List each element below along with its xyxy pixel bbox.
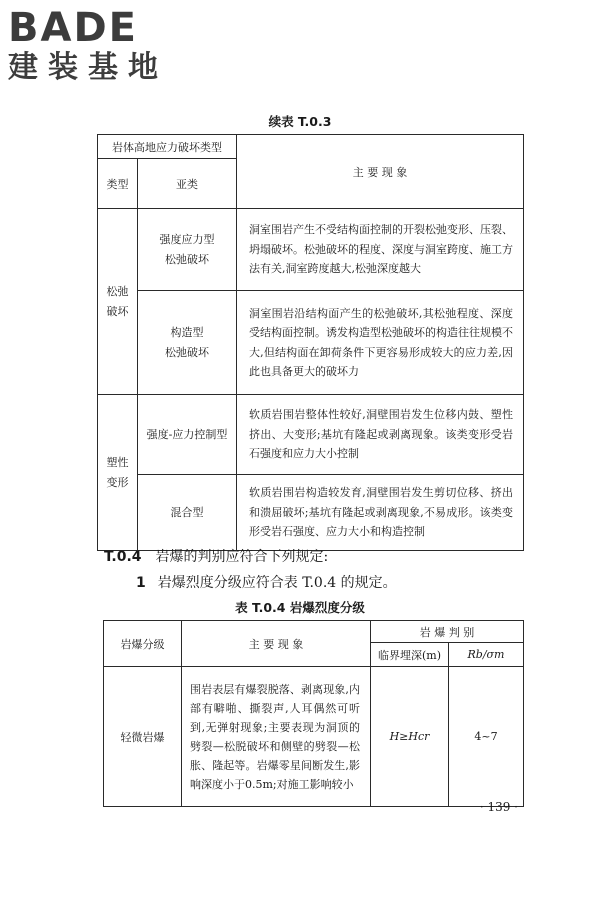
- header-depth: 临界埋深(m): [371, 643, 449, 667]
- ratio-cell: 4~7: [449, 667, 524, 807]
- logo: [8, 6, 188, 86]
- header-ratio: Rb/σm: [449, 643, 524, 667]
- header-criteria: 岩 爆 判 别: [371, 621, 524, 643]
- depth-cell: H≥Hcr: [371, 667, 449, 807]
- subtype-line: 构造型: [170, 325, 204, 339]
- subtype-line: 松弛破坏: [165, 252, 209, 266]
- header-subtype: 亚类: [138, 159, 237, 209]
- table-t04: [103, 620, 524, 807]
- subtype-cell: [138, 209, 237, 291]
- subtype-cell: [138, 475, 237, 551]
- table-row: [98, 209, 524, 291]
- section-number: T.0.4: [104, 549, 142, 565]
- subtype-cell: [138, 291, 237, 395]
- type-cell: 松弛破坏: [98, 209, 138, 395]
- table-row: [98, 291, 524, 395]
- item-text: 岩爆烈度分级应符合表 T.0.4 的规定。: [157, 575, 397, 591]
- table-row: [98, 395, 524, 475]
- page-number: · 139 ·: [479, 800, 518, 814]
- section-heading: [104, 548, 328, 566]
- header-phenomena: 主 要 现 象: [182, 621, 371, 667]
- phenomena-cell: 围岩表层有爆裂脱落、剥离现象,内部有噼啪、撕裂声,人耳偶然可听到,无弹射现象;主要表现为洞顶的劈裂—松脱破坏和侧壁的劈裂—松胀、隆起等。岩爆零星间断发生,影响深度小于0.5m;对施工影响较小: [182, 667, 371, 807]
- phenomena-cell: 软质岩围岩整体性较好,洞壁围岩发生位移内鼓、塑性挤出、大变形;基坑有隆起或剥离现象。该类变形受岩石强度和应力大小控制: [237, 395, 524, 475]
- header-grade: 岩爆分级: [104, 621, 182, 667]
- subtype-line: 强度应力型: [159, 232, 215, 246]
- subtype-cell: [138, 395, 237, 475]
- grade-cell: 轻微岩爆: [104, 667, 182, 807]
- subtype-line: 强度-应力控制型: [146, 427, 228, 441]
- item-number: 1: [136, 575, 146, 591]
- table-row: [104, 667, 524, 807]
- logo-subtitle: 建装基地: [8, 50, 168, 85]
- subtype-line: 混合型: [170, 505, 204, 519]
- table-row: [98, 475, 524, 551]
- header-group: 岩体高地应力破坏类型: [98, 135, 237, 159]
- phenomena-cell: 软质岩围岩构造较发育,洞壁围岩发生剪切位移、挤出和溃屈破坏;基坑有隆起或剥离现象,不易成形。该类变形受岩石强度、应力大小和构造控制: [237, 475, 524, 551]
- header-type: 类型: [98, 159, 138, 209]
- type-cell: 塑性变形: [98, 395, 138, 551]
- phenomena-cell: 洞室围岩产生不受结构面控制的开裂松弛变形、压裂、坍塌破坏。松弛破坏的程度、深度与洞室跨度、施工方法有关,洞室跨度越大,松弛深度越大: [237, 209, 524, 291]
- section-item: [136, 574, 397, 592]
- table-t03-caption: 续表 T.0.3: [268, 114, 332, 129]
- table-t03: [97, 134, 524, 551]
- header-phenomena: 主 要 现 象: [237, 135, 524, 209]
- subtype-line: 松弛破坏: [165, 345, 209, 359]
- table-t04-caption: 表 T.0.4 岩爆烈度分级: [235, 600, 365, 615]
- logo-brand: BADE: [8, 5, 138, 51]
- phenomena-cell: 洞室围岩沿结构面产生的松弛破坏,其松弛程度、深度受结构面控制。诱发构造型松弛破坏的构造往往规模不大,但结构面在卸荷条件下更容易形成较大的应力差,因此也具备更大的破坏力: [237, 291, 524, 395]
- section-title: 岩爆的判别应符合下列规定:: [155, 549, 329, 565]
